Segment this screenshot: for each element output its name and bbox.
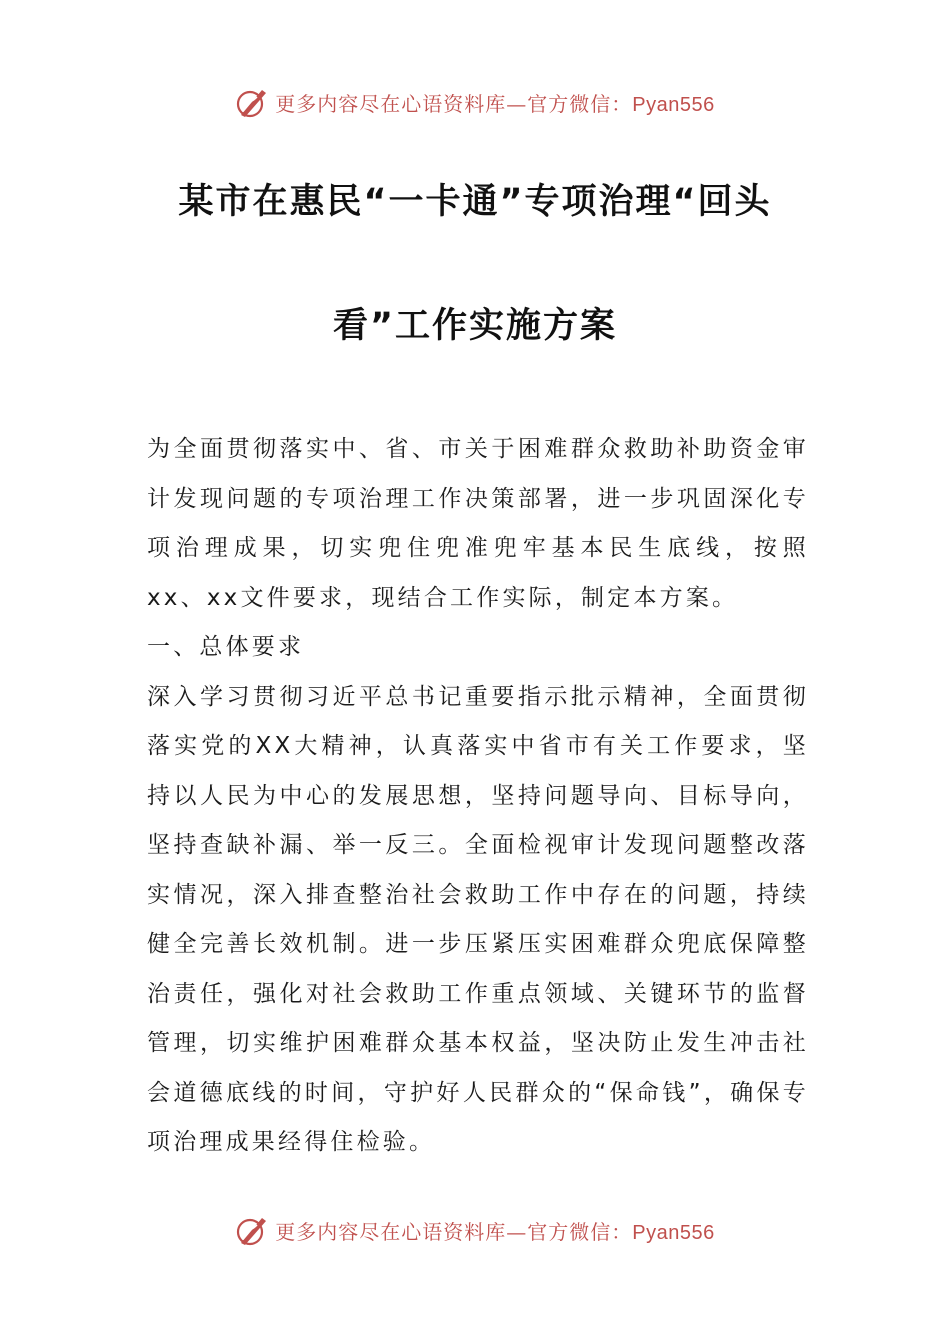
watermark-text: 更多内容尽在心语资料库—官方微信：Pyan556 <box>275 1219 715 1244</box>
section-heading: 一、总体要求 <box>147 634 305 660</box>
footer-watermark <box>0 1210 950 1250</box>
watermark-wechat-id: Pyan556 <box>632 93 715 116</box>
watermark-text: 更多内容尽在心语资料库—官方微信：Pyan556 <box>275 91 715 116</box>
document-title-line-2: 看”工作实施方案 <box>332 306 617 346</box>
document-title-line-1: 某市在惠民“一卡通”专项治理“回头 <box>178 182 772 222</box>
document-body <box>147 425 809 1168</box>
watermark-wechat-id: Pyan556 <box>632 1221 715 1244</box>
header-watermark <box>0 82 950 122</box>
pen-circle-icon <box>235 1213 269 1247</box>
intro-paragraph: 为全面贯彻落实中、省、市关于困难群众救助补助资金审计发现问题的专项治理工作决策部署，进一步巩固深化专项治理成果，切实兜住兜准兜牢基本民生底线，按照xx、xx文件要求，现结合工作实际，制定本方案。 <box>147 436 809 611</box>
section-paragraph: 深入学习贯彻习近平总书记重要指示批示精神，全面贯彻落实党的XX大精神，认真落实中省市有关工作要求，坚持以人民为中心的发展思想，坚持问题导向、目标导向，坚持查缺补漏、举一反三。全面检视审计发现问题整改落实情况，深入排查整治社会救助工作中存在的问题，持续健全完善长效机制。进一步压紧压实困难群众兜底保障整治责任，强化对社会救助工作重点领域、关键环节的监督管理，切实维护困难群众基本权益，坚决防止发生冲击社会道德底线的时间，守护好人民群众的“保命钱”，确保专项治理成果经得住检验。 <box>147 683 809 1155</box>
pen-circle-icon <box>235 85 269 119</box>
